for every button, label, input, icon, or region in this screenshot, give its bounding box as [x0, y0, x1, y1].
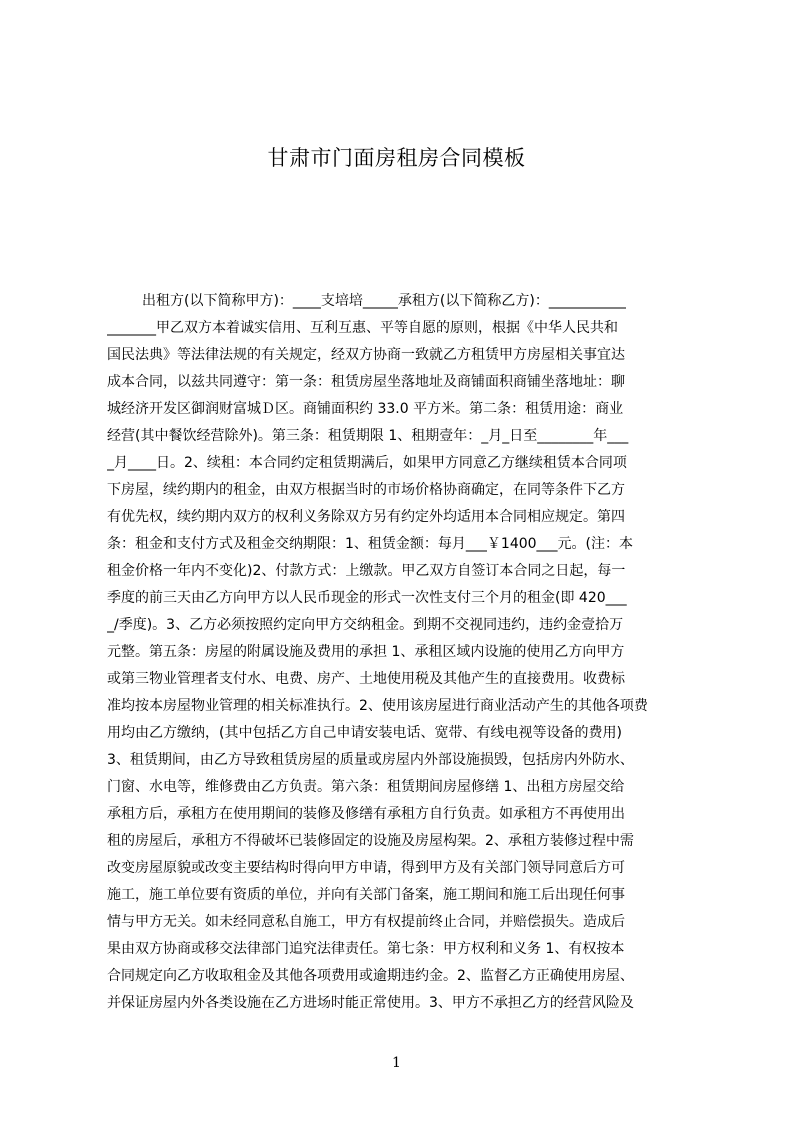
body-line: 租的房屋后，承租方不得破坏已装修固定的设施及房屋构架。2、承租方装修过程中需: [107, 833, 634, 849]
body-line: 季度的前三天由乙方向甲方以人民币现金的形式一次性支付三个月的租金(即 420___: [107, 590, 627, 606]
document-title: 甘肃市门面房租房合同模板: [267, 146, 526, 170]
body-line: 或第三物业管理者支付水、电费、房产、土地使用税及其他产生的直接费用。收费标: [107, 671, 625, 687]
body-line: 条：租金和支付方式及租金交纳期限：1、租赁金额：每月___￥1400___元。(注：本: [107, 536, 633, 552]
body-line: 果由双方协商或移交法律部门追究法律责任。第七条：甲方权利和义务 1、有权按本: [107, 941, 625, 957]
body-line: 门窗、水电等，维修费由乙方负责。第六条：租赁期间房屋修缮 1、出租方房屋交给: [107, 779, 625, 795]
body-line: 城经济开发区御润财富城Ｄ区。商铺面积约 33.0 平方米。第二条：租赁用途：商业: [107, 401, 624, 417]
body-line: 施工，施工单位要有资质的单位，并向有关部门备案，施工期间和施工后出现任何事: [107, 887, 625, 903]
body-line: 3、租赁期间，由乙方导致租赁房屋的质量或房屋内外部设施损毁，包括房内外防水、: [107, 752, 634, 768]
body-line: 承租方后，承租方在使用期间的装修及修缮有承租方自行负责。如承租方不再使用出: [107, 806, 625, 822]
page-number: 1: [392, 1055, 401, 1071]
body-line: 成本合同，以兹共同遵守：第一条：租赁房屋坐落地址及商铺面积商铺坐落地址：聊: [107, 374, 625, 390]
body-line: _月____日。2、续租：本合同约定租赁期满后，如果甲方同意乙方继续租赁本合同项: [107, 455, 627, 471]
contract-body: [107, 288, 697, 1017]
body-line: 租金价格一年内不变化)2、付款方式：上缴款。甲乙双方自签订本合同之日起，每一: [107, 563, 626, 579]
body-line: _/季度)。3、乙方必须按照约定向甲方交纳租金。到期不交视同违约，违约金壹拾万: [107, 617, 624, 633]
body-line: _______甲乙双方本着诚实信用、互利互惠、平等自愿的原则，根据《中华人民共和: [107, 320, 618, 336]
body-line: 有优先权，续约期内双方的权利义务除双方另有约定外均适用本合同相应规定。第四: [107, 509, 625, 525]
body-line: 情与甲方无关。如未经同意私自施工，甲方有权提前终止合同，并赔偿损失。造成后: [107, 914, 625, 930]
body-line: 元整。第五条：房屋的附属设施及费用的承担 1、承租区域内设施的使用乙方向甲方: [107, 644, 625, 660]
body-line: 国民法典》等法律法规的有关规定，经双方协商一致就乙方租赁甲方房屋相关事宜达: [107, 347, 625, 363]
body-line: 用均由乙方缴纳，(其中包括乙方自己申请安装电话、宽带、有线电视等设备的费用): [107, 725, 622, 741]
body-line: 出租方(以下简称甲方)：____支培培_____承租方(以下简称乙方)：___________: [142, 293, 626, 309]
body-line: 改变房屋原貌或改变主要结构时得向甲方申请，得到甲方及有关部门领导同意后方可: [107, 860, 625, 876]
body-line: 经营(其中餐饮经营除外)。第三条：租赁期限 1、租期壹年：_月_日至________年___: [107, 428, 629, 444]
body-line: 准均按本房屋物业管理的相关标准执行。2、使用该房屋进行商业活动产生的其他各项费: [107, 698, 648, 714]
body-line: 下房屋，续约期内的租金，由双方根据当时的市场价格协商确定，在同等条件下乙方: [107, 482, 625, 498]
body-line: 并保证房屋内外各类设施在乙方进场时能正常使用。3、甲方不承担乙方的经营风险及: [107, 995, 634, 1011]
body-line: 合同规定向乙方收取租金及其他各项费用或逾期违约金。2、监督乙方正确使用房屋、: [107, 968, 634, 984]
